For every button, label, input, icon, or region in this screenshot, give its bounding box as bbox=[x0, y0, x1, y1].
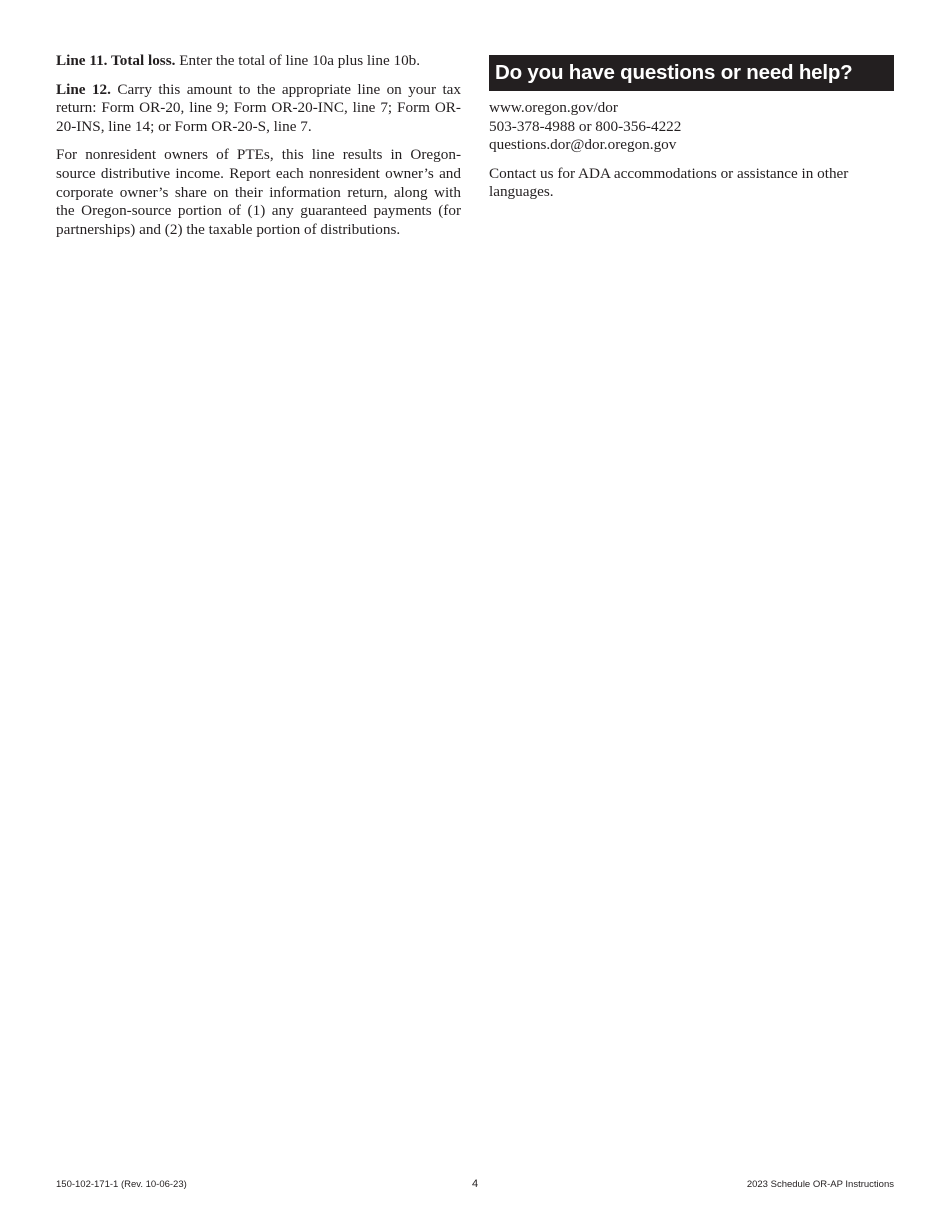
line-12-text: Carry this amount to the appropriate line on your tax return: Form OR-20, line 9; Form OR-20-INC, line 7; Form OR-20-INS, line 14; or Form OR-20-S, line 7. bbox=[56, 80, 461, 135]
line-11-text: Enter the total of line 10a plus line 10b. bbox=[175, 52, 421, 69]
website-link[interactable]: www.oregon.gov/dor bbox=[489, 99, 618, 116]
left-column bbox=[56, 52, 461, 249]
right-column bbox=[489, 55, 894, 212]
line-12-label: Line 12. bbox=[56, 80, 111, 98]
page-footer bbox=[56, 1179, 894, 1193]
line-12-paragraph bbox=[56, 81, 461, 137]
phone-numbers: 503-378-4988 or 800-356-4222 bbox=[489, 117, 682, 135]
page-number: 4 bbox=[472, 1178, 479, 1190]
document-title: 2023 Schedule OR-AP Instructions bbox=[746, 1179, 894, 1190]
help-banner-heading: Do you have questions or need help? bbox=[489, 55, 894, 91]
contact-info bbox=[489, 99, 894, 155]
nonresident-paragraph: For nonresident owners of PTEs, this line results in Oregon-source distributive income. Report each nonresident owner’s and corporate owner’s share on their information return, along with the Oregon-source portion of (1) any guaranteed payments (for partnerships) and (2) the taxable portion of distributions. bbox=[56, 146, 461, 238]
ada-note: Contact us for ADA accommodations or assistance in other languages. bbox=[489, 164, 849, 201]
line-11-paragraph bbox=[56, 52, 461, 71]
form-number: 150-102-171-1 (Rev. 10-06-23) bbox=[56, 1179, 187, 1190]
line-11-label: Line 11. Total loss. bbox=[56, 52, 176, 69]
email-link[interactable]: questions.dor@dor.oregon.gov bbox=[489, 136, 677, 154]
